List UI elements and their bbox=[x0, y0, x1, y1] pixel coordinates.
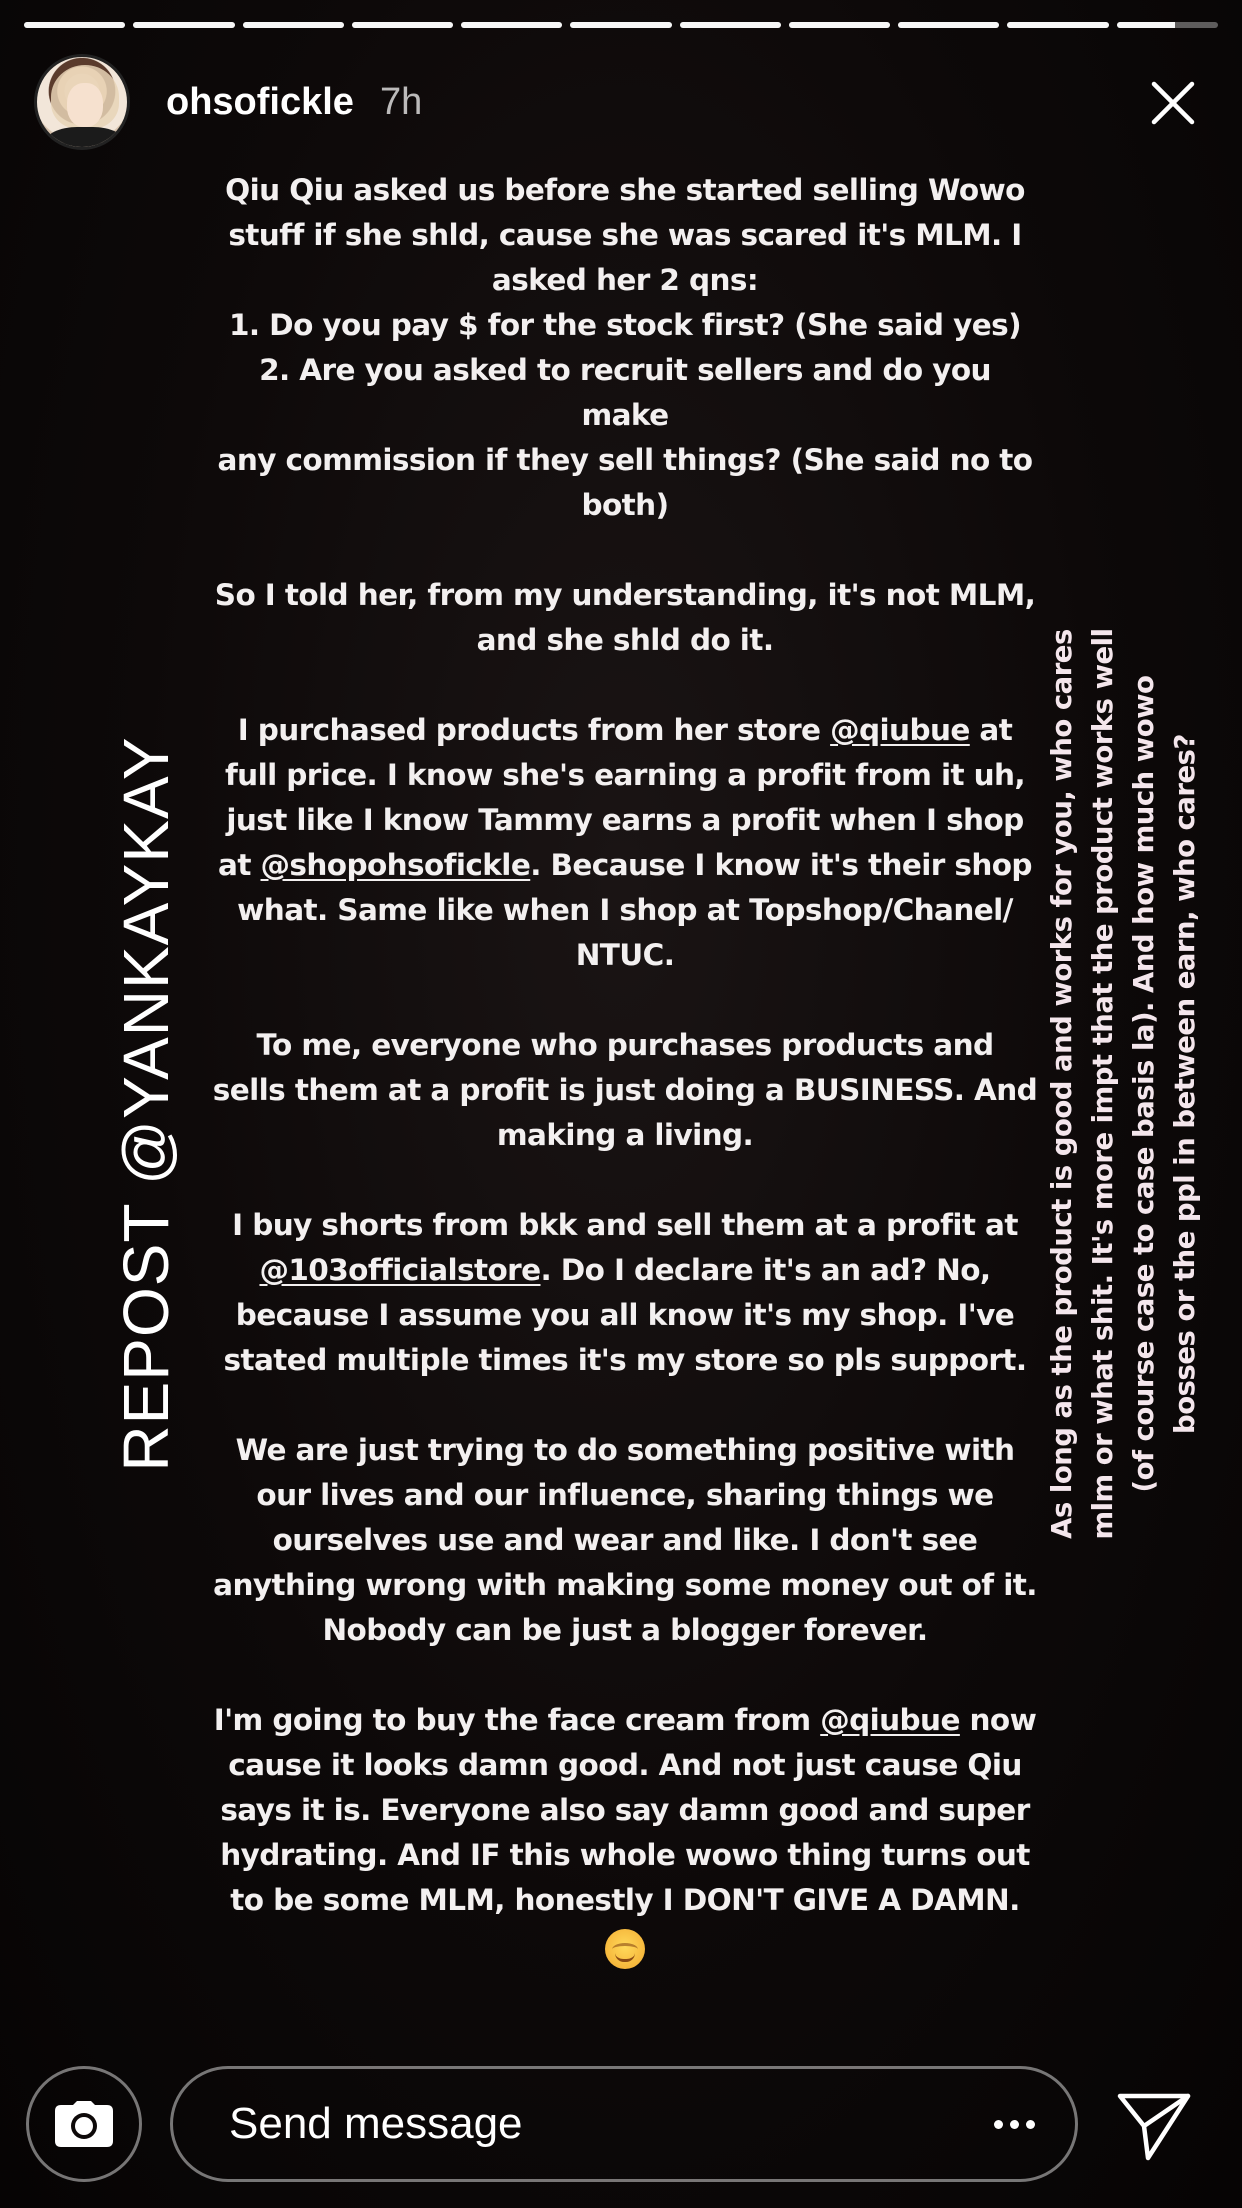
progress-segment bbox=[461, 22, 562, 28]
send-message-input[interactable] bbox=[227, 2098, 994, 2150]
story-line: what. Same like when I shop at Topshop/Chanel/ bbox=[237, 893, 1013, 927]
repost-caption: REPOST @YANKAYKAY bbox=[110, 736, 182, 1472]
story-line: Qiu Qiu asked us before she started selling Wowo bbox=[225, 173, 1025, 207]
story-line: making a living. bbox=[496, 1118, 754, 1152]
story-paragraph bbox=[212, 708, 1038, 978]
story-line: Nobody can be just a blogger forever. bbox=[322, 1613, 928, 1647]
mention-link[interactable]: @qiubue bbox=[820, 1703, 960, 1737]
side-caption-line: mlm or what shit. It's more impt that the product works well bbox=[1087, 628, 1119, 1540]
camera-button[interactable] bbox=[26, 2066, 142, 2182]
story-line: I buy shorts from bkk and sell them at a profit at bbox=[232, 1208, 1018, 1242]
story-line: to be some MLM, honestly I DON'T GIVE A DAMN. bbox=[230, 1883, 1020, 1917]
story-progress-bar bbox=[24, 22, 1218, 29]
message-bar[interactable] bbox=[170, 2066, 1078, 2182]
progress-segment bbox=[24, 22, 125, 28]
story-line: stuff if she shld, cause she was scared it's MLM. I bbox=[228, 218, 1022, 252]
side-caption-line: bosses or the ppl in between earn, who cares? bbox=[1169, 734, 1201, 1434]
story-line: . Do I declare it's an ad? No, bbox=[540, 1253, 991, 1287]
progress-segment bbox=[1117, 22, 1218, 28]
avatar[interactable] bbox=[34, 54, 130, 150]
story-paragraph bbox=[212, 1023, 1038, 1158]
story-line: We are just trying to do something positive with bbox=[235, 1433, 1015, 1467]
mention-link[interactable]: @103officialstore bbox=[259, 1253, 541, 1287]
story-line: both) bbox=[581, 488, 669, 522]
story-line: NTUC. bbox=[575, 938, 675, 972]
post-time: 7h bbox=[379, 80, 423, 123]
story-paragraph bbox=[212, 1428, 1038, 1653]
progress-segment bbox=[789, 22, 890, 28]
story-line: full price. I know she's earning a profit from it uh, bbox=[224, 758, 1026, 792]
story-line: at bbox=[969, 713, 1013, 747]
story-line: our lives and our influence, sharing things we bbox=[256, 1478, 994, 1512]
mention-link[interactable]: @shopohsofickle bbox=[260, 848, 531, 882]
story-line: I purchased products from her store bbox=[237, 713, 831, 747]
story-line: any commission if they sell things? (She said no to bbox=[217, 443, 1033, 477]
side-caption bbox=[1042, 614, 1206, 1554]
story-paragraph bbox=[212, 168, 1038, 528]
mention-link[interactable]: @qiubue bbox=[830, 713, 970, 747]
story-line: I'm going to buy the face cream from bbox=[213, 1703, 821, 1737]
story-paragraph bbox=[212, 1698, 1038, 1969]
progress-segment bbox=[898, 22, 999, 28]
progress-segment bbox=[243, 22, 344, 28]
story-line: because I assume you all know it's my shop. I've bbox=[235, 1298, 1015, 1332]
story-line: . Because I know it's their shop bbox=[530, 848, 1032, 882]
more-horizontal-icon[interactable] bbox=[994, 2120, 1035, 2129]
story-line: hydrating. And IF this whole wowo thing turns out bbox=[220, 1838, 1030, 1872]
story-header bbox=[34, 52, 1208, 152]
story-paragraph bbox=[212, 573, 1038, 663]
send-icon[interactable] bbox=[1114, 2086, 1194, 2166]
story-line: To me, everyone who purchases products and bbox=[256, 1028, 994, 1062]
story-line: 2. Are you asked to recruit sellers and do you make bbox=[259, 353, 991, 432]
story-line: 1. Do you pay $ for the stock first? (She said yes) bbox=[228, 308, 1021, 342]
story-line: stated multiple times it's my store so pls support. bbox=[223, 1343, 1027, 1377]
camera-icon bbox=[55, 2101, 113, 2147]
relieved-face-emoji-icon bbox=[605, 1929, 645, 1969]
side-caption-line: (of course case to case basis la). And how much wowo bbox=[1128, 675, 1160, 1493]
progress-segment bbox=[680, 22, 781, 28]
story-line: at bbox=[218, 848, 261, 882]
progress-segment bbox=[1007, 22, 1108, 28]
story-line: just like I know Tammy earns a profit when I shop bbox=[226, 803, 1024, 837]
story-line: So I told her, from my understanding, it's not MLM, bbox=[214, 578, 1036, 612]
close-icon[interactable] bbox=[1148, 78, 1198, 128]
story-line: cause it looks damn good. And not just cause Qiu bbox=[228, 1748, 1022, 1782]
story-paragraph bbox=[212, 1203, 1038, 1383]
progress-segment bbox=[570, 22, 671, 28]
story-line: sells them at a profit is just doing a BUSINESS. And bbox=[212, 1073, 1038, 1107]
username[interactable]: ohsofickle bbox=[166, 80, 354, 123]
story-line: says it is. Everyone also say damn good and super bbox=[220, 1793, 1030, 1827]
story-line: ourselves use and wear and like. I don't see bbox=[272, 1523, 978, 1557]
story-line: asked her 2 qns: bbox=[491, 263, 759, 297]
side-caption-line: As long as the product is good and works for you, who cares bbox=[1046, 629, 1078, 1539]
story-line: and she shld do it. bbox=[476, 623, 774, 657]
story-line: anything wrong with making some money out of it. bbox=[213, 1568, 1037, 1602]
progress-segment bbox=[133, 22, 234, 28]
story-text bbox=[212, 168, 1038, 1969]
story-line: now bbox=[959, 1703, 1037, 1737]
progress-segment bbox=[352, 22, 453, 28]
